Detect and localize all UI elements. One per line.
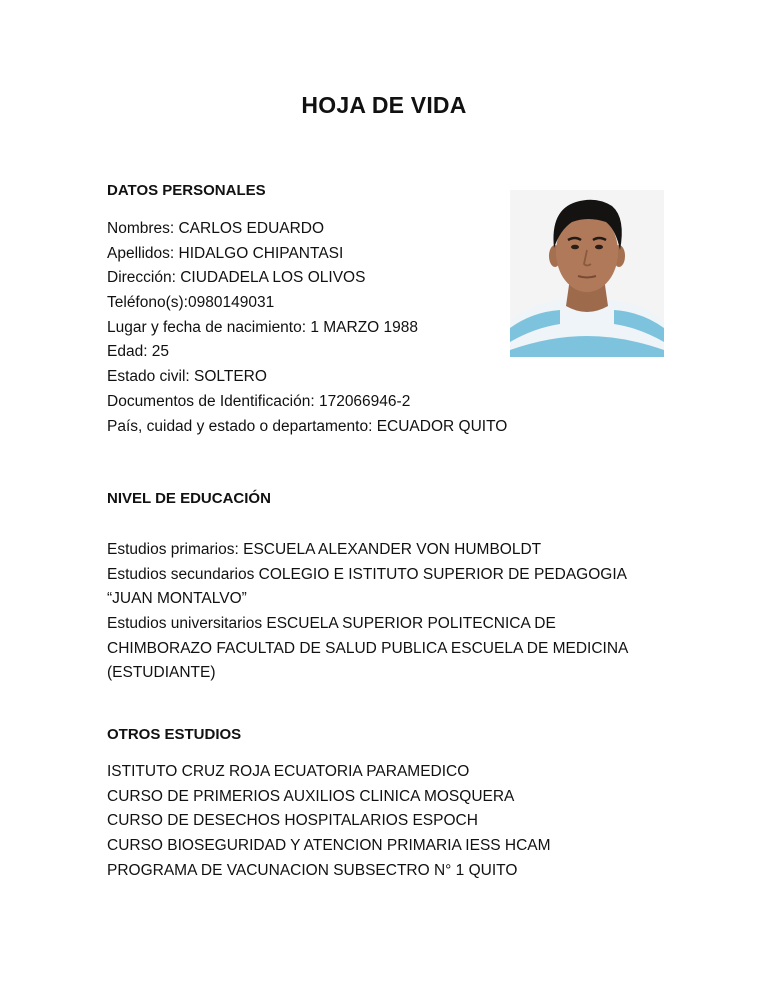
other-studies-list [107, 760, 551, 883]
personal-line-surnames: Apellidos: HIDALGO CHIPANTASI [107, 244, 344, 262]
education-line-secondary: Estudios secundarios COLEGIO E ISTITUTO SUPERIOR DE PEDAGOGIA [107, 565, 627, 583]
education-list [107, 538, 628, 686]
education-line-secondary-cont: “JUAN MONTALVO” [107, 590, 247, 608]
personal-line-civil-status: Estado civil: SOLTERO [107, 368, 267, 386]
education-line-primary: Estudios primarios: ESCUELA ALEXANDER VON HUMBOLDT [107, 541, 542, 558]
other-study-item: ISTITUTO CRUZ ROJA ECUATORIA PARAMEDICO [107, 763, 470, 780]
other-study-item: CURSO BIOSEGURIDAD Y ATENCION PRIMARIA IESS HCAM [107, 837, 551, 855]
personal-line-id-document: Documentos de Identificación: 172066946-2 [107, 392, 411, 410]
document-title: HOJA DE VIDA [301, 92, 467, 118]
section-heading-education: NIVEL DE EDUCACIÓN [107, 490, 271, 507]
personal-line-birth: Lugar y fecha de nacimiento: 1 MARZO 1988 [107, 318, 419, 336]
other-study-item: CURSO DE PRIMERIOS AUXILIOS CLINICA MOSQUERA [107, 787, 515, 805]
section-heading-other-studies: OTROS ESTUDIOS [107, 726, 242, 743]
other-study-item: CURSO DE DESECHOS HOSPITALARIOS ESPOCH [107, 812, 478, 830]
portrait-photo-icon [510, 190, 664, 357]
education-line-status: (ESTUDIANTE) [107, 664, 216, 682]
education-line-university-cont: CHIMBORAZO FACULTAD DE SALUD PUBLICA ESCUELA DE MEDICINA [107, 639, 629, 657]
personal-line-address: Dirección: CIUDADELA LOS OLIVOS [107, 269, 366, 287]
personal-line-phone: Teléfono(s):0980149031 [107, 294, 275, 312]
education-line-university: Estudios universitarios ESCUELA SUPERIOR POLITECNICA DE [107, 615, 556, 633]
other-study-item: PROGRAMA DE VACUNACION SUBSECTRO N° 1 QUITO [107, 861, 518, 879]
personal-line-names: Nombres: CARLOS EDUARDO [107, 220, 325, 237]
section-heading-personal: DATOS PERSONALES [107, 182, 266, 199]
personal-data-list [107, 217, 507, 439]
personal-line-country: País, cuidad y estado o departamento: ECUADOR QUITO [107, 417, 508, 435]
personal-line-age: Edad: 25 [107, 343, 170, 361]
